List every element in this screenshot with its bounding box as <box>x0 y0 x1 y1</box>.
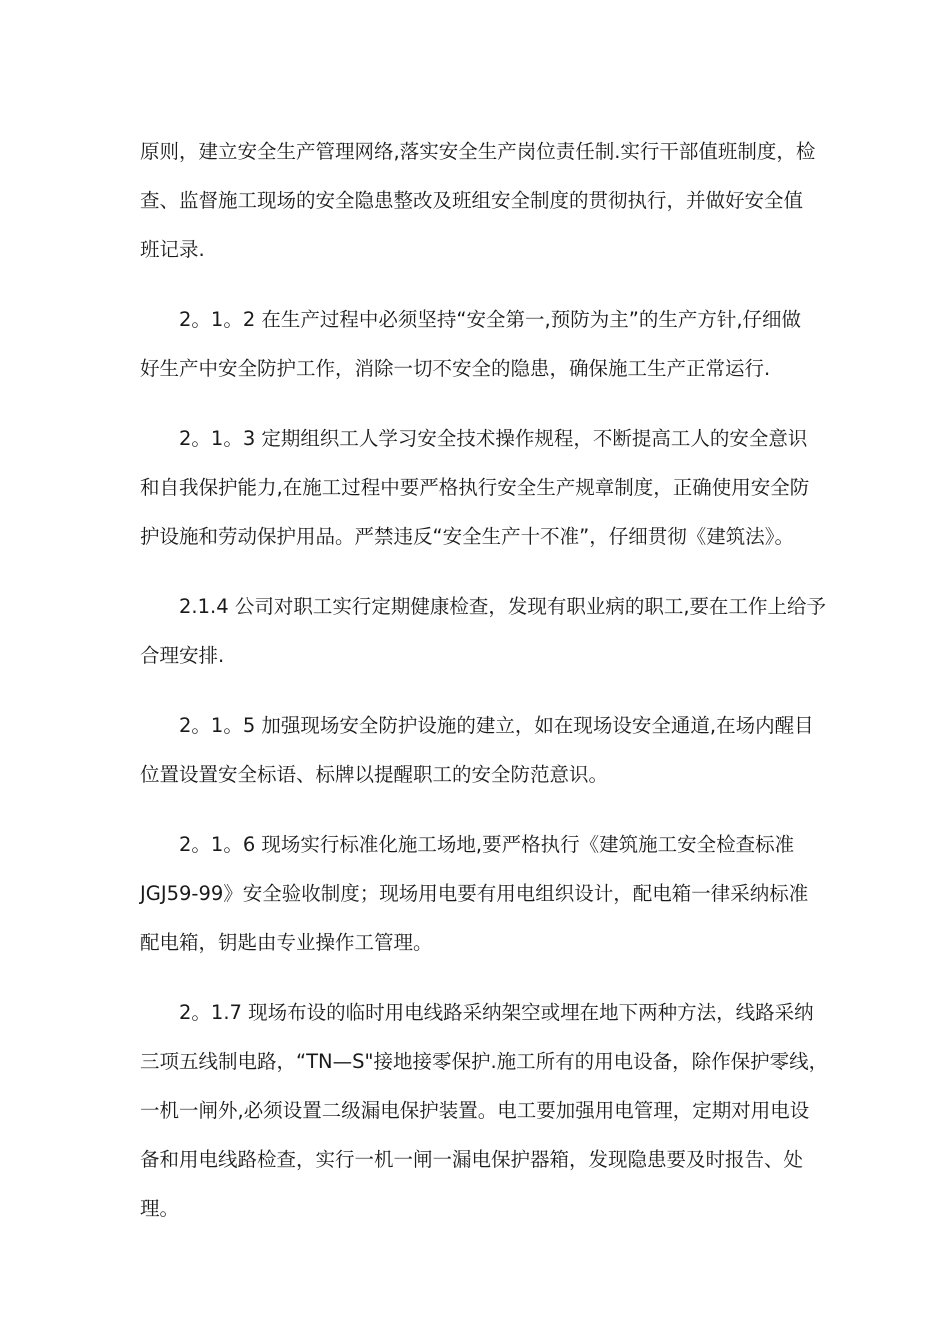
paragraph-2-1-4 <box>140 582 827 680</box>
paragraph-2-1-7 <box>140 988 829 1233</box>
paragraph-responsibility-system <box>140 127 816 274</box>
text-line: 2。1。2 在生产过程中必须坚持“安全第一,预防为主”的生产方针,仔细做 <box>179 308 802 331</box>
paragraph-2-1-5 <box>140 701 812 799</box>
text-line: 位置设置安全标语、标牌以提醒职工的安全防范意识。 <box>140 763 609 786</box>
text-line: 理。 <box>140 1197 180 1220</box>
text-line: 2。1。6 现场实行标准化施工场地,要严格执行《建筑施工安全检查标准 <box>179 833 795 856</box>
text-line: 备和用电线路检查，实行一机一闸一漏电保护器箱，发现隐患要及时报告、处 <box>140 1148 804 1171</box>
text-line: 配电箱，钥匙由专业操作工管理。 <box>140 931 433 954</box>
text-line: 2。1。5 加强现场安全防护设施的建立，如在现场设安全通道,在场内醒目 <box>179 714 814 737</box>
paragraph-2-1-2 <box>140 295 812 393</box>
text-line: 一机一闸外,必须设置二级漏电保护装置。电工要加强用电管理，定期对用电设 <box>140 1099 810 1122</box>
text-line: JGJ59-99》安全验收制度；现场用电要有用电组织设计，配电箱一律采纳标准 <box>140 882 809 905</box>
text-line: 护设施和劳动保护用品。严禁违反“安全生产十不准”，仔细贯彻《建筑法》。 <box>140 525 794 548</box>
text-line: 好生产中安全防护工作，消除一切不安全的隐患，确保施工生产正常运行. <box>140 357 771 380</box>
text-line: 2。1。3 定期组织工人学习安全技术操作规程，不断提高工人的安全意识 <box>179 427 808 450</box>
text-line: 查、监督施工现场的安全隐患整改及班组安全制度的贯彻执行，并做好安全值 <box>140 189 804 212</box>
document-body <box>140 127 829 1254</box>
paragraph-2-1-6 <box>140 820 812 967</box>
text-line: 三项五线制电路，“TN—S"接地接零保护.施工所有的用电设备，除作保护零线， <box>140 1050 829 1073</box>
text-line: 2.1.4 公司对职工实行定期健康检查，发现有职业病的职工,要在工作上给予 <box>179 595 827 618</box>
text-line: 和自我保护能力,在施工过程中要严格执行安全生产规章制度，正确使用安全防 <box>140 476 810 499</box>
text-line: 合理安排. <box>140 644 225 667</box>
text-line: 班记录. <box>140 238 205 261</box>
paragraph-2-1-3 <box>140 414 812 561</box>
text-line: 原则，建立安全生产管理网络,落实安全生产岗位责任制.实行干部值班制度，检 <box>140 140 816 163</box>
text-line: 2。1.7 现场布设的临时用电线路采纳架空或埋在地下两种方法，线路采纳 <box>179 1001 814 1024</box>
